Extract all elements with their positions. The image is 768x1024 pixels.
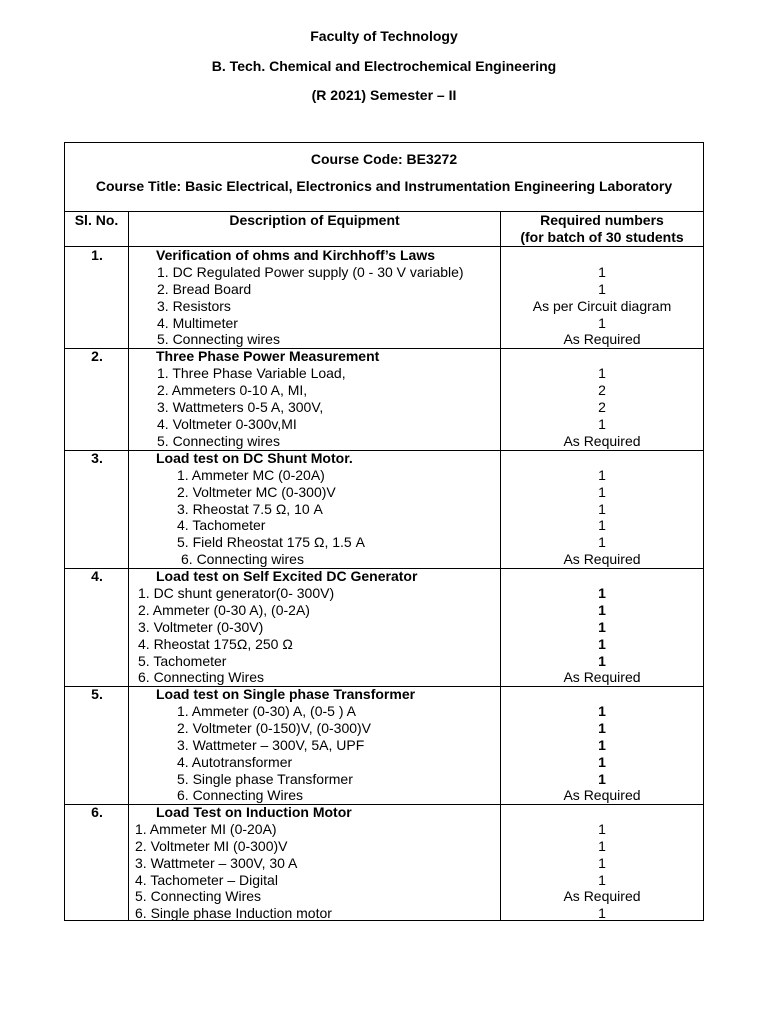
equipment-desc: 3. Rheostat 7.5 Ω, 10 A: [177, 501, 323, 517]
equipment-desc: 2. Voltmeter (0-150)V, (0-300)V: [177, 720, 372, 736]
col-header-required-note: (for batch of 30 students: [520, 229, 684, 245]
equipment-desc: 6. Single phase Induction motor: [135, 905, 332, 921]
equipment-qty: 1: [598, 264, 606, 280]
equipment-row: [65, 872, 703, 889]
equipment-row: [65, 636, 703, 653]
equipment-desc: 4. Tachometer – Digital: [135, 872, 278, 888]
equipment-qty: 1: [598, 872, 606, 888]
equipment-qty: 1: [598, 855, 606, 871]
equipment-qty: As Required: [563, 669, 641, 685]
equipment-row: [65, 669, 703, 686]
equipment-row: [65, 264, 703, 281]
equipment-desc: 4. Tachometer: [177, 517, 266, 533]
equipment-desc: 6. Connecting wires: [181, 551, 304, 567]
equipment-desc: 2. Bread Board: [157, 281, 252, 297]
equipment-row: [65, 737, 703, 754]
section-number: 6.: [91, 804, 103, 820]
section-title: Load test on DC Shunt Motor.: [156, 450, 353, 466]
equipment-row: [65, 653, 703, 670]
section-title: Load test on Single phase Transformer: [156, 686, 416, 702]
equipment-row: [65, 416, 703, 433]
equipment-row: [65, 787, 703, 804]
equipment-row: [65, 855, 703, 872]
equipment-qty: 1: [598, 585, 606, 601]
equipment-qty: 1: [598, 737, 606, 753]
equipment-desc: 1. Ammeter MC (0-20A): [177, 467, 325, 483]
equipment-desc: 3. Wattmeter – 300V, 30 A: [135, 855, 298, 871]
equipment-qty: 1: [598, 365, 606, 381]
equipment-qty: 1: [598, 534, 606, 550]
equipment-desc: 2. Ammeters 0-10 A, MI,: [157, 382, 308, 398]
equipment-desc: 4. Rheostat 175Ω, 250 Ω: [138, 636, 293, 652]
equipment-desc: 5. Tachometer: [138, 653, 227, 669]
course-info: [65, 143, 703, 212]
equipment-row: [65, 281, 703, 298]
equipment-row: [65, 534, 703, 551]
section-number: 4.: [91, 568, 103, 584]
equipment-qty: As Required: [563, 787, 641, 803]
equipment-row: [65, 517, 703, 534]
equipment-qty: 2: [598, 382, 606, 398]
equipment-qty: 1: [598, 720, 606, 736]
equipment-qty: As Required: [563, 888, 641, 904]
equipment-qty: 1: [598, 653, 606, 669]
section-number: 1.: [91, 247, 103, 263]
equipment-qty: 1: [598, 416, 606, 432]
equipment-qty: 1: [598, 619, 606, 635]
section-number: 2.: [91, 348, 103, 364]
equipment-qty: 1: [598, 754, 606, 770]
equipment-desc: 3. Wattmeter – 300V, 5A, UPF: [177, 737, 365, 753]
equipment-desc: 5. Field Rheostat 175 Ω, 1.5 A: [177, 534, 365, 550]
equipment-qty: 1: [598, 484, 606, 500]
col-header-required: Required numbers: [540, 212, 664, 228]
equipment-row: [65, 399, 703, 416]
equipment-desc: 5. Connecting wires: [157, 433, 280, 449]
equipment-table: [64, 142, 704, 921]
equipment-qty: 1: [598, 771, 606, 787]
equipment-row: [65, 619, 703, 636]
equipment-row: [65, 703, 703, 720]
equipment-row: [65, 551, 703, 568]
course-title: Course Title: Basic Electrical, Electronics and Instrumentation Engineering Laboratory: [95, 178, 673, 194]
program-title: B. Tech. Chemical and Electrochemical Engineering: [211, 57, 557, 74]
equipment-row: [65, 365, 703, 382]
equipment-row: [65, 754, 703, 771]
equipment-qty: 2: [598, 399, 606, 415]
equipment-desc: 2. Voltmeter MI (0-300)V: [135, 838, 288, 854]
equipment-qty: As per Circuit diagram: [532, 298, 672, 314]
equipment-desc: 1. Three Phase Variable Load,: [157, 365, 346, 381]
equipment-row: [65, 433, 703, 450]
equipment-desc: 4. Voltmeter 0-300v,MI: [157, 416, 297, 432]
section-number: 3.: [91, 450, 103, 466]
equipment-row: [65, 331, 703, 348]
equipment-qty: 1: [598, 703, 606, 719]
equipment-row: [65, 585, 703, 602]
equipment-row: [65, 888, 703, 905]
equipment-row: [65, 838, 703, 855]
equipment-desc: 1. Ammeter (0-30) A, (0-5 ) A: [177, 703, 356, 719]
equipment-desc: 5. Connecting Wires: [135, 888, 262, 904]
equipment-desc: 6. Connecting Wires: [138, 669, 265, 685]
equipment-qty: 1: [598, 838, 606, 854]
equipment-row: [65, 484, 703, 501]
equipment-desc: 4. Multimeter: [157, 315, 238, 331]
equipment-desc: 1. Ammeter MI (0-20A): [135, 821, 277, 837]
equipment-qty: 1: [598, 281, 606, 297]
section-number: 5.: [91, 686, 103, 702]
equipment-row: [65, 382, 703, 399]
equipment-desc: 2. Voltmeter MC (0-300)V: [177, 484, 336, 500]
equipment-desc: 3. Resistors: [157, 298, 231, 314]
equipment-row: [65, 501, 703, 518]
equipment-qty: 1: [598, 602, 606, 618]
equipment-qty: 1: [598, 517, 606, 533]
section-title: Three Phase Power Measurement: [156, 348, 380, 364]
equipment-desc: 1. DC Regulated Power supply (0 - 30 V variable): [157, 264, 464, 280]
equipment-qty: 1: [598, 821, 606, 837]
equipment-row: [65, 720, 703, 737]
equipment-desc: 3. Wattmeters 0-5 A, 300V,: [157, 399, 324, 415]
equipment-qty: As Required: [563, 331, 641, 347]
section-title: Load Test on Induction Motor: [156, 804, 352, 820]
equipment-desc: 6. Connecting Wires: [177, 787, 304, 803]
section-title: Verification of ohms and Kirchhoff’s Laws: [156, 247, 435, 263]
equipment-qty: As Required: [563, 433, 641, 449]
equipment-row: [65, 602, 703, 619]
equipment-qty: 1: [598, 501, 606, 517]
col-header-sl: Sl. No.: [74, 212, 119, 228]
semester-title: (R 2021) Semester – II: [311, 87, 457, 103]
document-header: [0, 26, 768, 115]
col-header-description: Description of Equipment: [229, 212, 400, 228]
equipment-row: [65, 315, 703, 332]
equipment-desc: 1. DC shunt generator(0- 300V): [138, 585, 335, 601]
equipment-row: [65, 821, 703, 838]
equipment-row: [65, 771, 703, 788]
equipment-desc: 3. Voltmeter (0-30V): [138, 619, 264, 635]
course-code: Course Code: BE3272: [310, 151, 458, 167]
equipment-row: [65, 298, 703, 315]
equipment-qty: 1: [598, 315, 606, 331]
equipment-desc: 4. Autotransformer: [177, 754, 293, 770]
equipment-qty: As Required: [563, 551, 641, 567]
equipment-desc: 2. Ammeter (0-30 A), (0-2A): [138, 602, 310, 618]
equipment-row: [65, 467, 703, 484]
equipment-desc: 5. Connecting wires: [157, 331, 280, 347]
equipment-desc: 5. Single phase Transformer: [177, 771, 353, 787]
equipment-qty: 1: [598, 467, 606, 483]
faculty-title: Faculty of Technology: [310, 28, 458, 44]
equipment-row: [65, 905, 703, 922]
section-title: Load test on Self Excited DC Generator: [156, 568, 418, 584]
equipment-qty: 1: [598, 905, 606, 921]
equipment-qty: 1: [598, 636, 606, 652]
